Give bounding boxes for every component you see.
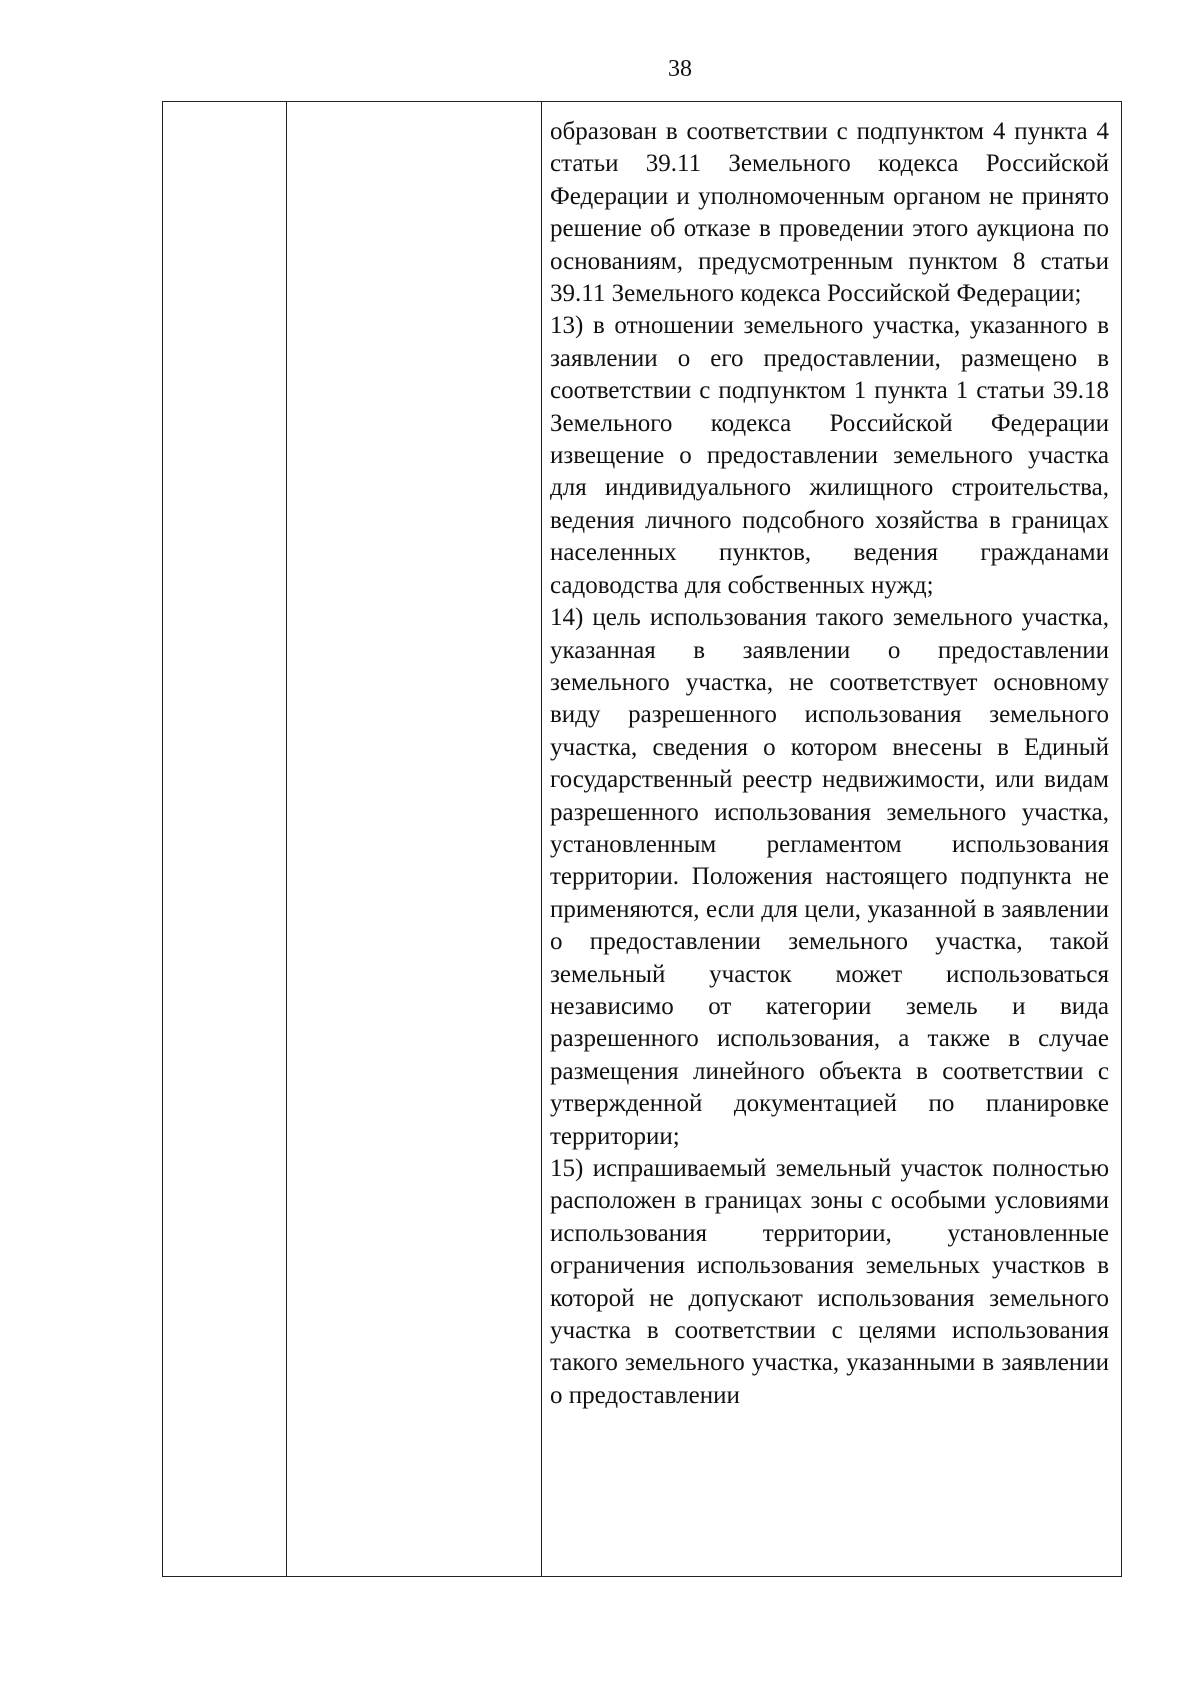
paragraph-continuation: образован в соответствии с подпунктом 4 пункта 4 статьи 39.11 Земельного кодекса Российской Федерации и уполномоченным органом не принято решение об отказе в проведении этого аукциона по основаниям, предусмотренным пунктом 8 статьи 39.11 Земельного кодекса Российской Федерации; (550, 118, 1109, 308)
content-text (550, 116, 1109, 1412)
paragraph-item-15: 15) испрашиваемый земельный участок полностью расположен в границах зоны с особыми условиями использования территории, установленные ограничения использования земельных участков в которой не допускают использования земельного участка в соответствии с целями использования такого земельного участка, указанными в заявлении о предоставлении (550, 1155, 1109, 1409)
table-column-number (163, 102, 287, 1576)
table-column-name (287, 102, 542, 1576)
paragraph-item-14: 14) цель использования такого земельного участка, указанная в заявлении о предоставлении земельного участка, не соответствует основному виду разрешенного использования земельного участка, сведения о котором внесены в Единый государственный реестр недвижимости, или видам разрешенного использования земельного участка, установленным регламентом использования территории. Положения настоящего подпункта не применяются, если для цели, указанной в заявлении о предоставлении земельного участка, такой земельный участок может использоваться независимо от категории земель и вида разрешенного использования, а также в случае размещения линейного объекта в соответствии с утвержденной документацией по планировке территории; (550, 604, 1109, 1150)
page-number: 38 (668, 56, 692, 82)
document-table (162, 101, 1122, 1577)
table-column-content (542, 102, 1121, 1576)
paragraph-item-13: 13) в отношении земельного участка, указанного в заявлении о его предоставлении, размещено в соответствии с подпунктом 1 пункта 1 статьи 39.18 Земельного кодекса Российской Федерации извещение о предоставлении земельного участка для индивидуального жилищного строительства, ведения личного подсобного хозяйства в границах населенных пунктов, ведения гражданами садоводства для собственных нужд; (550, 312, 1109, 599)
